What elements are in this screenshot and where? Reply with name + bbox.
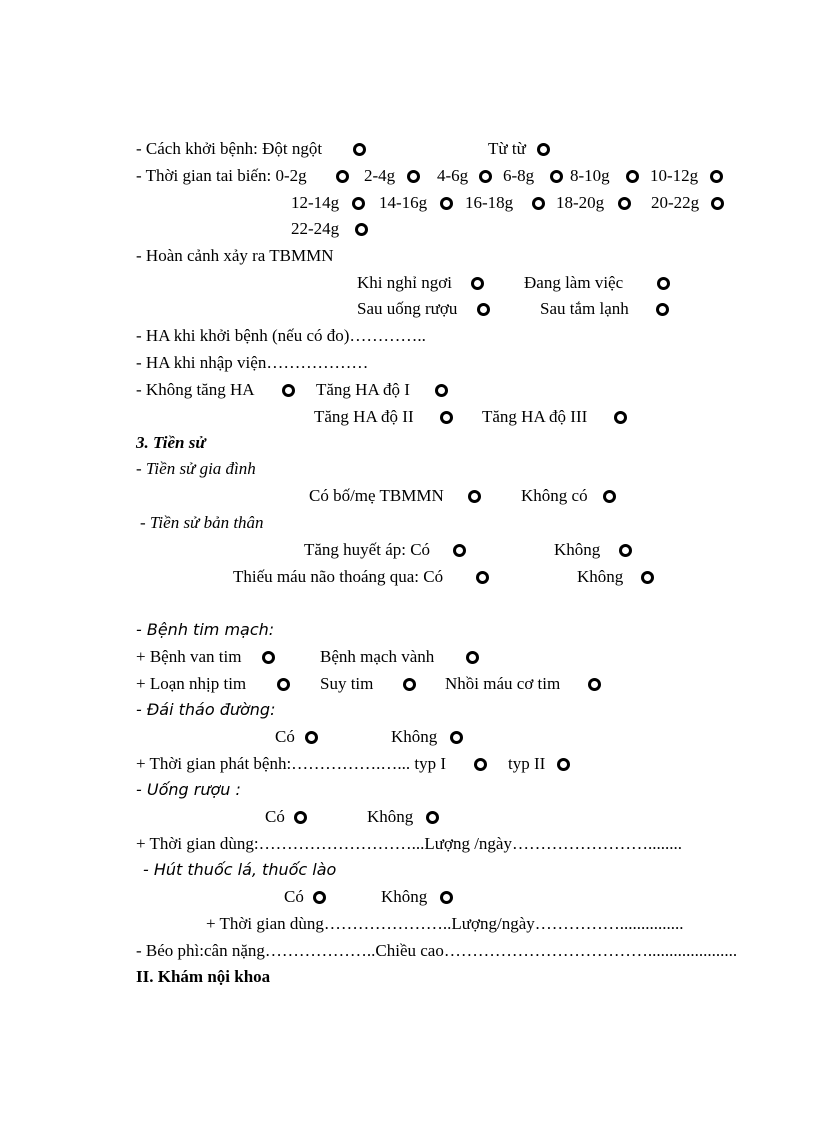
alcohol-detail: + Thời gian dùng:………………………...Lượng /ngày……………………........ xyxy=(136,834,682,853)
obesity-line: - Béo phì:cân nặng………………..Chiều cao………………………………..................... xyxy=(136,941,738,960)
diabetes-heading: - Đái tháo đường: xyxy=(136,700,276,719)
personal-history-label: - Tiền sử bản thân xyxy=(140,513,264,532)
resting-label: Khi nghỉ ngơi xyxy=(357,273,452,292)
tia-no-label: Không xyxy=(577,567,624,586)
radio-arrhythmia[interactable] xyxy=(277,678,290,691)
coronary-label: Bệnh mạch vành xyxy=(320,647,435,666)
alcohol-heading: - Uống rượu : xyxy=(136,780,241,799)
onset-label: - Cách khởi bệnh: Đột ngột xyxy=(136,139,323,158)
radio-22-24[interactable] xyxy=(355,223,368,236)
radio-resting[interactable] xyxy=(471,277,484,290)
radio-heart-failure[interactable] xyxy=(403,678,416,691)
radio-htn-grade1[interactable] xyxy=(435,384,448,397)
radio-after-alcohol[interactable] xyxy=(477,303,490,316)
diabetes-no-label: Không xyxy=(391,727,438,746)
history-heading: 3. Tiền sử xyxy=(136,433,206,452)
radio-sudden[interactable] xyxy=(353,143,366,156)
diabetes-yes-label: Có xyxy=(275,727,295,746)
family-yes-label: Có bố/mẹ TBMMN xyxy=(309,486,444,505)
radio-alcohol-no[interactable] xyxy=(426,811,439,824)
opt-22-24: 22-24g xyxy=(291,219,340,238)
alcohol-yes-label: Có xyxy=(265,807,285,826)
radio-8-10[interactable] xyxy=(626,170,639,183)
radio-htn-grade2[interactable] xyxy=(440,411,453,424)
radio-type1[interactable] xyxy=(474,758,487,771)
opt-10-12: 10-12g xyxy=(650,166,699,185)
opt-8-10: 8-10g xyxy=(570,166,610,185)
radio-smoking-no[interactable] xyxy=(440,891,453,904)
radio-type2[interactable] xyxy=(557,758,570,771)
stroke-time-label: - Thời gian tai biến: 0-2g xyxy=(136,166,307,185)
radio-gradual[interactable] xyxy=(537,143,550,156)
opt-20-22: 20-22g xyxy=(651,193,700,212)
radio-smoking-yes[interactable] xyxy=(313,891,326,904)
radio-family-yes[interactable] xyxy=(468,490,481,503)
type2-label: typ II xyxy=(508,754,546,773)
radio-4-6[interactable] xyxy=(479,170,492,183)
after-cold-bath-label: Sau tắm lạnh xyxy=(540,299,629,318)
smoking-yes-label: Có xyxy=(284,887,304,906)
tia-yes-label: Thiếu máu não thoáng qua: Có xyxy=(233,567,444,586)
section-2-heading: II. Khám nội khoa xyxy=(136,967,271,986)
heart-failure-label: Suy tim xyxy=(320,674,374,693)
radio-valve[interactable] xyxy=(262,651,275,664)
radio-after-cold-bath[interactable] xyxy=(656,303,669,316)
htn-yes-label: Tăng huyết áp: Có xyxy=(304,540,431,559)
diabetes-duration: + Thời gian phát bệnh:…………….…... typ I xyxy=(136,754,447,773)
cardio-heading: - Bệnh tim mạch: xyxy=(136,620,275,639)
opt-16-18: 16-18g xyxy=(465,193,514,212)
opt-18-20: 18-20g xyxy=(556,193,605,212)
radio-family-no[interactable] xyxy=(603,490,616,503)
radio-2-4[interactable] xyxy=(407,170,420,183)
radio-14-16[interactable] xyxy=(440,197,453,210)
opt-6-8: 6-8g xyxy=(503,166,535,185)
family-history-label: - Tiền sử gia đình xyxy=(136,459,256,478)
radio-0-2[interactable] xyxy=(336,170,349,183)
working-label: Đang làm việc xyxy=(524,273,624,292)
arrhythmia-label: + Loạn nhịp tim xyxy=(136,674,247,693)
circumstance-label: - Hoàn cảnh xảy ra TBMMN xyxy=(136,246,334,265)
after-alcohol-label: Sau uống rượu xyxy=(357,299,458,318)
infarction-label: Nhồi máu cơ tim xyxy=(445,674,561,693)
htn-none-label: - Không tăng HA xyxy=(136,380,255,399)
radio-coronary[interactable] xyxy=(466,651,479,664)
htn-no-label: Không xyxy=(554,540,601,559)
htn-grade1-label: Tăng HA độ I xyxy=(316,380,410,399)
radio-htn-none[interactable] xyxy=(282,384,295,397)
radio-diabetes-yes[interactable] xyxy=(305,731,318,744)
radio-tia-yes[interactable] xyxy=(476,571,489,584)
bp-admission: - HA khi nhập viện……………… xyxy=(136,353,369,372)
opt-2-4: 2-4g xyxy=(364,166,396,185)
smoking-heading: - Hút thuốc lá, thuốc lào xyxy=(143,860,337,879)
opt-4-6: 4-6g xyxy=(437,166,469,185)
bp-onset: - HA khi khởi bệnh (nếu có đo)………….. xyxy=(136,326,426,345)
family-no-label: Không có xyxy=(521,486,588,505)
radio-infarction[interactable] xyxy=(588,678,601,691)
smoking-detail: + Thời gian dùng…………………..Lượng/ngày……………............... xyxy=(206,914,684,933)
htn-grade2-label: Tăng HA độ II xyxy=(314,407,414,426)
radio-alcohol-yes[interactable] xyxy=(294,811,307,824)
radio-diabetes-no[interactable] xyxy=(450,731,463,744)
radio-working[interactable] xyxy=(657,277,670,290)
alcohol-no-label: Không xyxy=(367,807,414,826)
radio-10-12[interactable] xyxy=(710,170,723,183)
radio-20-22[interactable] xyxy=(711,197,724,210)
smoking-no-label: Không xyxy=(381,887,428,906)
radio-htn-history-yes[interactable] xyxy=(453,544,466,557)
opt-12-14: 12-14g xyxy=(291,193,340,212)
htn-grade3-label: Tăng HA độ III xyxy=(482,407,588,426)
radio-6-8[interactable] xyxy=(550,170,563,183)
opt-14-16: 14-16g xyxy=(379,193,428,212)
onset-gradual-label: Từ từ xyxy=(488,139,526,158)
radio-htn-history-no[interactable] xyxy=(619,544,632,557)
radio-htn-grade3[interactable] xyxy=(614,411,627,424)
radio-tia-no[interactable] xyxy=(641,571,654,584)
radio-18-20[interactable] xyxy=(618,197,631,210)
radio-12-14[interactable] xyxy=(352,197,365,210)
valve-label: + Bệnh van tim xyxy=(136,647,242,666)
radio-16-18[interactable] xyxy=(532,197,545,210)
